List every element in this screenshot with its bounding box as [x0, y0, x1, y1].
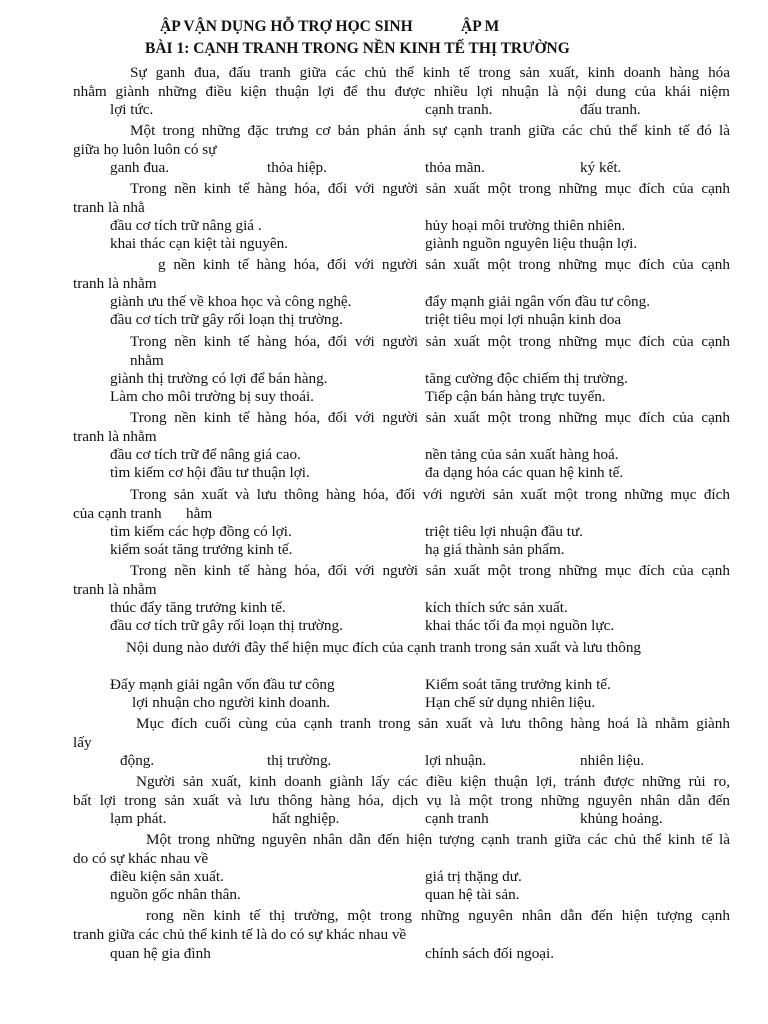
question-5-stem: nhằm: [130, 352, 164, 369]
question-6-option: nền tảng của sản xuất hàng hoá.: [425, 446, 619, 463]
question-8-option: thúc đẩy tăng trưởng kinh tế.: [110, 599, 286, 616]
question-9-stem: Nội dung nào dưới đây thể hiện mục đích của cạnh tranh trong sản xuất và lưu thông: [126, 639, 642, 656]
worksheet-heading-right: ẬP M: [461, 18, 500, 35]
question-6-stem: Trong nền kinh tế hàng hóa, đối với người sản xuất một trong những mục đích của cạnh: [130, 409, 730, 426]
lesson-title: BÀI 1: CẠNH TRANH TRONG NỀN KINH TẾ THỊ TRƯỜNG: [145, 40, 570, 57]
question-5-option: Làm cho môi trường bị suy thoái.: [110, 388, 314, 405]
question-8-option: khai thác tối đa mọi nguồn lực.: [425, 617, 615, 634]
question-13-option: quan hệ gia đình: [110, 945, 211, 962]
question-3-option: đầu cơ tích trữ nâng giá .: [110, 217, 262, 234]
question-13-stem: rong nền kinh tế thị trường, một trong những nguyên nhân dẫn đến hiện tượng cạnh: [146, 907, 730, 924]
question-12-option: giá trị thặng dư.: [425, 868, 522, 885]
question-10-stem: lấy: [73, 734, 92, 751]
question-13-stem: tranh giữa các chủ thể kinh tế là do có sự khác nhau về: [73, 926, 407, 943]
question-8-option: đầu cơ tích trữ gây rối loạn thị trường.: [110, 617, 343, 634]
question-2-stem: giữa họ luôn luôn có sự: [73, 141, 217, 158]
question-3-option: khai thác cạn kiệt tài nguyên.: [110, 235, 288, 252]
question-3-option: hủy hoại môi trường thiên nhiên.: [425, 217, 626, 234]
question-5-option: tăng cường độc chiếm thị trường.: [425, 370, 628, 387]
question-6-option: đa dạng hóa các quan hệ kinh tế.: [425, 464, 624, 481]
question-1-stem: nhằm giành những điều kiện thuận lợi để thu được nhiều lợi nhuận là nội dung của khái niệm: [73, 83, 730, 100]
question-3-stem: tranh là nhằ: [73, 199, 145, 216]
question-4-option: giành ưu thế về khoa học và công nghệ.: [110, 293, 352, 310]
question-3-option: giành nguồn nguyên liệu thuận lợi.: [425, 235, 638, 252]
question-12-option: điều kiện sản xuất.: [110, 868, 224, 885]
question-7-stem: của cạnh tranh: [73, 505, 162, 522]
question-7-stem: Trong sản xuất và lưu thông hàng hóa, đối với người sản xuất một trong những mục đích: [130, 486, 730, 503]
question-10-option: động.: [120, 752, 155, 769]
question-2-option: thỏa hiệp.: [267, 159, 327, 176]
question-12-option: nguồn gốc nhân thân.: [110, 886, 241, 903]
question-11-stem: bất lợi trong sản xuất và lưu thông hàng hóa, dịch vụ là một trong những nguyên nhân dẫn đến: [73, 792, 730, 809]
question-10-option: thị trường.: [267, 752, 332, 769]
question-13-option: chính sách đối ngoại.: [425, 945, 555, 962]
question-3-stem: Trong nền kinh tế hàng hóa, đối với người sản xuất một trong những mục đích của cạnh: [130, 180, 730, 197]
question-11-option: khủng hoảng.: [580, 810, 663, 827]
question-5-option: giành thị trường có lợi để bán hàng.: [110, 370, 328, 387]
question-1-option: cạnh tranh.: [425, 101, 493, 118]
question-8-stem: tranh là nhằm: [73, 581, 157, 598]
question-11-option: cạnh tranh: [425, 810, 489, 827]
question-12-stem: Một trong những nguyên nhân dẫn đến hiện tượng cạnh tranh giữa các chủ thể kinh tế là: [146, 831, 730, 848]
question-2-stem: Một trong những đặc trưng cơ bản phản ánh sự cạnh tranh giữa các chủ thể kinh tế đó là: [130, 122, 730, 139]
question-7-option: kiểm soát tăng trưởng kinh tế.: [110, 541, 293, 558]
question-12-option: quan hệ tài sản.: [425, 886, 520, 903]
question-6-stem: tranh là nhằm: [73, 428, 157, 445]
question-4-stem: g nền kinh tế hàng hóa, đối với người sản xuất một trong những mục đích của cạnh: [158, 256, 730, 273]
question-4-option: đầu cơ tích trữ gây rối loạn thị trường.: [110, 311, 343, 328]
question-8-stem: Trong nền kinh tế hàng hóa, đối với người sản xuất một trong những mục đích của cạnh: [130, 562, 730, 579]
question-9-option: lợi nhuận cho người kinh doanh.: [132, 694, 331, 711]
question-7-option: tìm kiếm các hợp đồng có lợi.: [110, 523, 292, 540]
question-12-stem: do có sự khác nhau về: [73, 850, 209, 867]
question-10-option: nhiên liệu.: [580, 752, 645, 769]
question-2-option: ký kết.: [580, 159, 622, 176]
question-7-option: triệt tiêu lợi nhuận đầu tư.: [425, 523, 583, 540]
question-6-option: tìm kiếm cơ hội đầu tư thuận lợi.: [110, 464, 310, 481]
question-1-option: lợi tức.: [110, 101, 154, 118]
question-5-option: Tiếp cận bán hàng trực tuyến.: [425, 388, 606, 405]
question-4-option: đẩy mạnh giải ngân vốn đầu tư công.: [425, 293, 651, 310]
worksheet-heading: ẬP VẬN DỤNG HỖ TRỢ HỌC SINH: [160, 18, 413, 35]
question-9-option: Hạn chế sử dụng nhiên liệu.: [425, 694, 596, 711]
question-2-option: ganh đua.: [110, 159, 170, 176]
question-7-option: hạ giá thành sản phẩm.: [425, 541, 565, 558]
question-7-stem: hằm: [186, 505, 213, 522]
question-1-option: đấu tranh.: [580, 101, 641, 118]
question-11-option: lạm phát.: [110, 810, 167, 827]
question-1-stem: Sự ganh đua, đấu tranh giữa các chủ thể kinh tế trong sản xuất, kinh doanh hàng hóa: [130, 64, 730, 81]
question-4-option: triệt tiêu mọi lợi nhuận kinh doa: [425, 311, 622, 328]
question-2-option: thỏa mãn.: [425, 159, 485, 176]
question-9-option: Đẩy mạnh giải ngân vốn đầu tư công: [110, 676, 335, 693]
question-4-stem: tranh là nhằm: [73, 275, 157, 292]
question-9-option: Kiểm soát tăng trưởng kinh tế.: [425, 676, 611, 693]
question-10-option: lợi nhuận.: [425, 752, 487, 769]
question-10-stem: Mục đích cuối cùng của cạnh tranh trong sản xuất và lưu thông hàng hoá là nhằm giành: [136, 715, 730, 732]
question-11-stem: Người sản xuất, kinh doanh giành lấy các điều kiện thuận lợi, tránh được những rủi ro,: [136, 773, 730, 790]
question-6-option: đầu cơ tích trữ để nâng giá cao.: [110, 446, 301, 463]
question-8-option: kích thích sức sản xuất.: [425, 599, 568, 616]
question-5-stem: Trong nền kinh tế hàng hóa, đối với người sản xuất một trong những mục đích của cạnh: [130, 333, 730, 350]
question-11-option: hất nghiệp.: [272, 810, 340, 827]
